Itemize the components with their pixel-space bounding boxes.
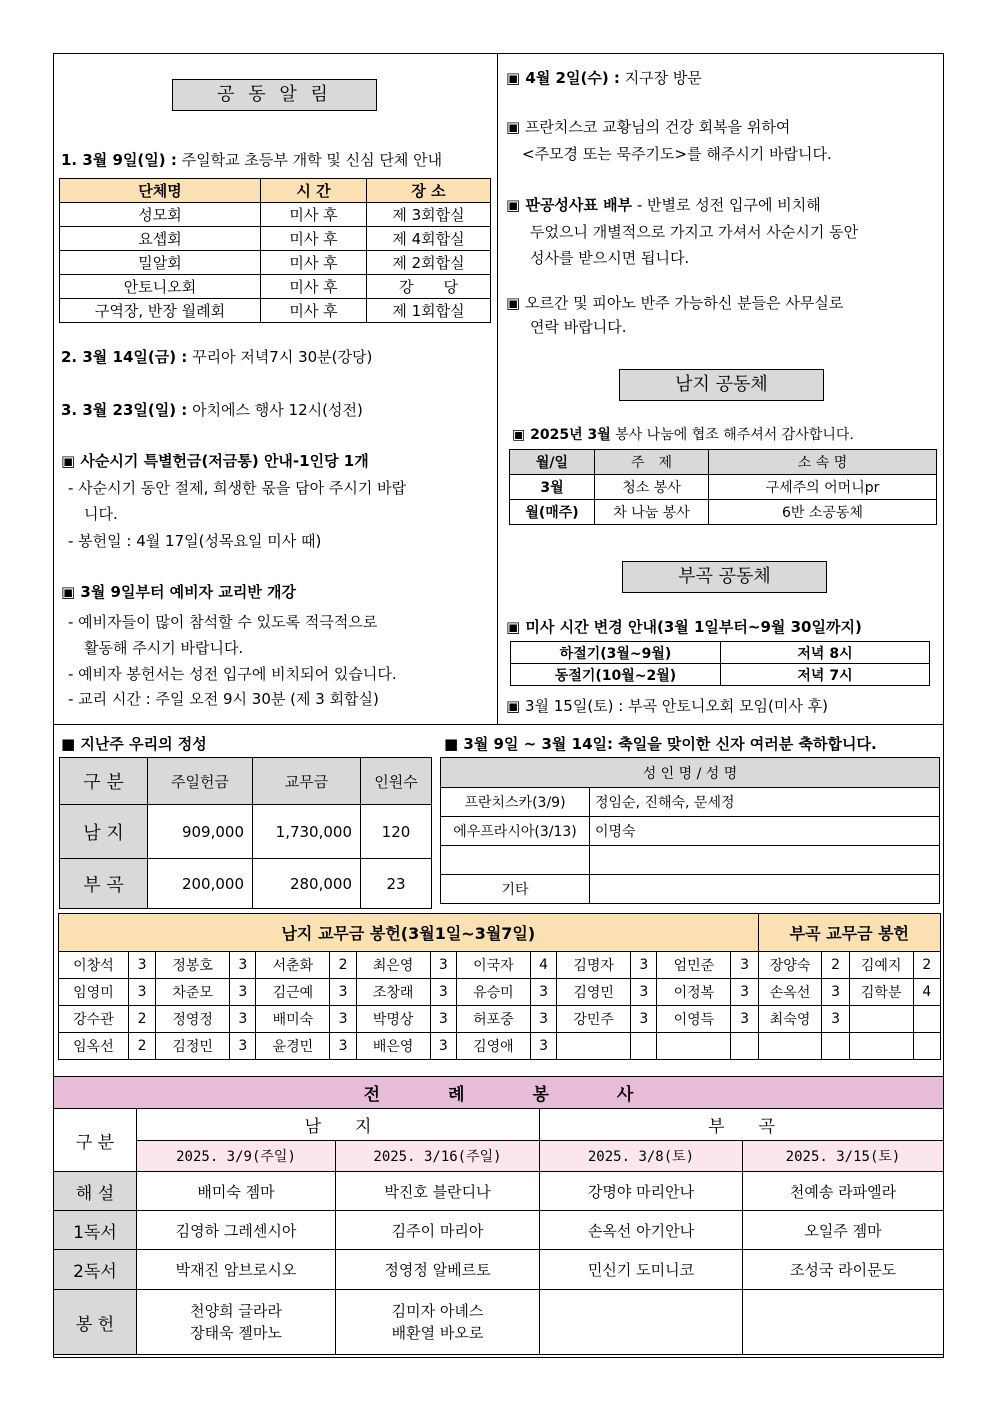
feast-cell (590, 846, 940, 875)
catechumen-line-2: - 예비자 봉헌서는 성전 입구에 비치되어 있습니다. (68, 665, 397, 683)
notice-item-3-text: 아치에스 행사 12시(성전) (192, 401, 363, 419)
liturgy-cell: 천양희 글라라 (190, 1302, 282, 1320)
dues-count-cell: 3 (330, 1006, 356, 1033)
dues-row (59, 1006, 941, 1033)
dues-name-cell: 장양숙 (758, 952, 822, 979)
namji-thanks-text: 봉사 나눔에 협조 해주셔서 감사합니다. (615, 427, 854, 443)
liturgy-table (53, 1076, 944, 1355)
notice-item-3-head: 3. 3월 23일(일) : (61, 401, 188, 419)
catechumen-line-1: - 예비자들이 많이 참석할 수 있도록 적극적으로 (68, 613, 378, 631)
dues-name-cell: 정영정 (156, 1006, 230, 1033)
notice-item-3 (61, 399, 363, 421)
namji-service-table (509, 449, 937, 525)
liturgy-namji: 남 지 (137, 1109, 540, 1141)
namji-community-title: 남지 공동체 (619, 369, 824, 401)
indulgence-line-2: 두었으니 개별적으로 가지고 가셔서 사순시기 동안 (530, 223, 859, 241)
dues-count-cell: 2 (330, 952, 356, 979)
notice-item-1-text: 주일학교 초등부 개학 및 신심 단체 안내 (181, 151, 443, 169)
catechumen-line-1b: 활동해 주시기 바랍니다. (84, 639, 244, 657)
namji-thanks (512, 424, 854, 446)
bugok-mass-head: ▣ 미사 시간 변경 안내(3월 1일부터~9월 30일까지) (506, 618, 862, 636)
feast-cell: 정임순, 진해숙, 문세정 (590, 788, 940, 817)
feast-title: ■ 3월 9일 ~ 3월 14일: 축일을 맞이한 신자 여러분 축하합니다. (444, 735, 877, 753)
dues-name-cell: 손옥선 (758, 979, 822, 1006)
liturgy-date: 2025. 3/8(토) (540, 1141, 743, 1172)
dues-name-cell: 이국자 (456, 952, 530, 979)
feast-cell (590, 875, 940, 904)
dues-count-cell: 3 (822, 1006, 849, 1033)
mass-cell: 동절기(10월~2월) (511, 664, 721, 686)
dues-name-cell: 최은영 (356, 952, 430, 979)
liturgy-row-label: 해 설 (54, 1172, 137, 1211)
dues-count-cell: 3 (530, 1006, 556, 1033)
dues-count-cell: 3 (631, 952, 657, 979)
liturgy-cell: 김미자 아녜스 (391, 1302, 484, 1320)
offering-table (59, 757, 432, 909)
offering-cell: 120 (361, 805, 432, 859)
liturgy-bugok: 부 곡 (540, 1109, 944, 1141)
column-divider (497, 54, 498, 724)
service-cell: 3월 (510, 475, 595, 500)
offering-row-label: 부 곡 (60, 859, 148, 909)
feast-cell: 프란치스카(3/9) (441, 788, 590, 817)
liturgy-cell: 박진호 블란디나 (336, 1172, 540, 1211)
liturgy-row-label: 1독서 (54, 1211, 137, 1250)
notice-item-1-head: 1. 3월 9일(일) : (61, 151, 177, 169)
groups-cell: 안토니오회 (60, 275, 261, 299)
lent-head: ▣ 사순시기 특별헌금(저금통) 안내-1인당 1개 (61, 452, 369, 470)
dues-count-cell: 3 (430, 952, 456, 979)
liturgy-date: 2025. 3/9(주일) (137, 1141, 336, 1172)
organ-line-1: ▣ 오르간 및 피아노 반주 가능하신 분들은 사무실로 (506, 294, 844, 312)
liturgy-cell: 배미숙 젬마 (137, 1172, 336, 1211)
dues-name-cell: 서춘화 (256, 952, 330, 979)
dues-count-cell: 3 (430, 1006, 456, 1033)
common-notice-title: 공 동 알 림 (172, 79, 377, 111)
dues-count-cell: 3 (128, 979, 155, 1006)
offering-cell: 1,730,000 (253, 805, 361, 859)
service-header: 소 속 명 (709, 450, 937, 475)
dues-name-cell: 강민주 (557, 1006, 631, 1033)
dues-count-cell: 4 (913, 979, 940, 1006)
liturgy-cell-empty (743, 1290, 944, 1355)
dues-count-cell: 3 (530, 1033, 556, 1060)
liturgy-cell: 손옥선 아기안나 (540, 1211, 743, 1250)
dues-row (59, 952, 941, 979)
offering-header: 구 분 (60, 758, 148, 805)
feast-cell: 기타 (441, 875, 590, 904)
offering-cell: 200,000 (148, 859, 253, 909)
liturgy-cell: 배환열 바오로 (391, 1324, 484, 1342)
dues-row (59, 979, 941, 1006)
liturgy-cell: 김영하 그레센시아 (137, 1211, 336, 1250)
mass-cell: 저녁 8시 (721, 642, 930, 664)
dues-count-cell: 3 (430, 1033, 456, 1060)
dues-name-cell: 이정복 (657, 979, 731, 1006)
dues-name-cell: 박명상 (356, 1006, 430, 1033)
service-cell: 월(매주) (510, 500, 595, 525)
groups-cell: 제 2회합실 (367, 251, 491, 275)
dues-count-cell: 2 (913, 952, 940, 979)
pope-line-2: <주모경 또는 묵주기도>를 해주시기 바랍니다. (522, 145, 832, 163)
feast-cell: 이명숙 (590, 817, 940, 846)
dues-name-cell: 조창래 (356, 979, 430, 1006)
liturgy-cell: 정영정 알베르토 (336, 1250, 540, 1290)
dues-name-cell: 허포중 (456, 1006, 530, 1033)
dues-count-cell: 3 (631, 1006, 657, 1033)
offering-cell: 909,000 (148, 805, 253, 859)
visit-text: 지구장 방문 (624, 69, 702, 87)
dues-name-cell: 김영애 (456, 1033, 530, 1060)
dues-name-cell: 배은영 (356, 1033, 430, 1060)
dues-count-cell (913, 1006, 940, 1033)
liturgy-cell-empty (540, 1290, 743, 1355)
section-divider (54, 724, 943, 725)
offering-cell: 23 (361, 859, 432, 909)
dues-count-cell: 3 (631, 979, 657, 1006)
dues-name-cell (849, 1006, 913, 1033)
liturgy-cell: 민신기 도미니코 (540, 1250, 743, 1290)
dues-name-cell: 김예지 (849, 952, 913, 979)
dues-count-cell: 3 (330, 979, 356, 1006)
dues-count-cell: 3 (230, 1006, 256, 1033)
offering-header: 인원수 (361, 758, 432, 805)
lent-line-2: - 봉헌일 : 4월 17일(성목요일 미사 때) (68, 532, 322, 550)
liturgy-offertory-namji-2 (336, 1290, 540, 1355)
feast-table (440, 757, 940, 904)
dues-count-cell: 2 (128, 1033, 155, 1060)
dues-namji-title: 남지 교무금 봉헌(3월1일~3월7일) (59, 914, 759, 952)
groups-cell: 미사 후 (261, 251, 367, 275)
liturgy-cell: 조성국 라이문도 (743, 1250, 944, 1290)
liturgy-cell: 오일주 젬마 (743, 1211, 944, 1250)
offering-cell: 280,000 (253, 859, 361, 909)
feast-cell (441, 846, 590, 875)
dues-bugok-title: 부곡 교무금 봉헌 (758, 914, 940, 952)
organ-line-2: 연락 바랍니다. (530, 318, 627, 336)
service-cell: 구세주의 어머니pr (709, 475, 937, 500)
groups-cell: 미사 후 (261, 299, 367, 323)
dues-name-cell: 엄민준 (657, 952, 731, 979)
lent-line-1b: 니다. (84, 505, 118, 523)
mass-cell: 하절기(3월~9월) (511, 642, 721, 664)
catechumen-line-3: - 교리 시간 : 주일 오전 9시 30분 (제 3 회합실) (68, 690, 379, 708)
groups-cell: 미사 후 (261, 275, 367, 299)
liturgy-date: 2025. 3/15(토) (743, 1141, 944, 1172)
liturgy-cell: 강명야 마리안나 (540, 1172, 743, 1211)
service-cell: 청소 봉사 (595, 475, 709, 500)
indulgence-line-1 (506, 194, 821, 216)
groups-cell: 제 3회합실 (367, 203, 491, 227)
liturgy-row-label: 2독서 (54, 1250, 137, 1290)
offering-header: 주일헌금 (148, 758, 253, 805)
dues-name-cell: 배미숙 (256, 1006, 330, 1033)
dues-name-cell: 정봉호 (156, 952, 230, 979)
indulgence-text-1: - 반별로 성전 입구에 비치해 (636, 196, 821, 214)
dues-count-cell: 3 (731, 979, 758, 1006)
groups-cell: 미사 후 (261, 203, 367, 227)
dues-count-cell: 3 (822, 979, 849, 1006)
notice-item-2 (61, 346, 372, 368)
dues-table (58, 913, 941, 1060)
groups-cell: 강 당 (367, 275, 491, 299)
liturgy-date: 2025. 3/16(주일) (336, 1141, 540, 1172)
dues-count-cell: 3 (731, 1006, 758, 1033)
dues-name-cell: 임영미 (59, 979, 129, 1006)
dues-name-cell: 김명자 (557, 952, 631, 979)
dues-name-cell: 김정민 (156, 1033, 230, 1060)
dues-count-cell: 3 (430, 979, 456, 1006)
notice-item-2-text: 꾸리아 저녁7시 30분(강당) (192, 348, 373, 366)
dues-name-cell (758, 1033, 822, 1060)
lent-line-1: - 사순시기 동안 절제, 희생한 몫을 담아 주시기 바랍 (68, 479, 407, 497)
namji-thanks-head: ▣ 2025년 3월 (512, 427, 611, 443)
dues-name-cell (557, 1033, 631, 1060)
dues-name-cell: 유승미 (456, 979, 530, 1006)
liturgy-cell: 장태욱 젤마노 (190, 1324, 282, 1342)
dues-count-cell: 2 (822, 952, 849, 979)
groups-cell: 제 1회합실 (367, 299, 491, 323)
dues-count-cell: 3 (128, 952, 155, 979)
dues-count-cell: 4 (530, 952, 556, 979)
dues-count-cell (822, 1033, 849, 1060)
liturgy-title: 전 례 봉 사 (54, 1077, 944, 1109)
liturgy-row-label: 봉 헌 (54, 1290, 137, 1355)
dues-count-cell (913, 1033, 940, 1060)
catechumen-head: ▣ 3월 9일부터 예비자 교리반 개강 (61, 583, 297, 601)
dues-name-cell: 최숙영 (758, 1006, 822, 1033)
offering-title: ■ 지난주 우리의 정성 (61, 735, 207, 753)
groups-header-place: 장 소 (367, 179, 491, 203)
visit-head: ▣ 4월 2일(수) : (506, 69, 620, 87)
groups-cell: 구역장, 반장 월례회 (60, 299, 261, 323)
dues-name-cell: 차준모 (156, 979, 230, 1006)
dues-name-cell: 이창석 (59, 952, 129, 979)
notice-item-2-head: 2. 3월 14일(금) : (61, 348, 188, 366)
bugok-meeting: ▣ 3월 15일(토) : 부곡 안토니오회 모임(미사 후) (506, 697, 828, 715)
offering-row-label: 남 지 (60, 805, 148, 859)
dues-row (59, 1033, 941, 1060)
dues-count-cell: 3 (230, 979, 256, 1006)
bugok-community-title: 부곡 공동체 (622, 561, 827, 593)
dues-count-cell: 3 (330, 1033, 356, 1060)
dues-count-cell (731, 1033, 758, 1060)
dues-name-cell: 윤경민 (256, 1033, 330, 1060)
dues-name-cell: 임옥선 (59, 1033, 129, 1060)
groups-header-name: 단체명 (60, 179, 261, 203)
liturgy-cell: 김주이 마리아 (336, 1211, 540, 1250)
indulgence-head: ▣ 판공성사표 배부 (506, 196, 633, 214)
dues-name-cell (657, 1033, 731, 1060)
dues-name-cell: 김영민 (557, 979, 631, 1006)
liturgy-gubun: 구 분 (54, 1109, 137, 1172)
groups-cell: 밀알회 (60, 251, 261, 275)
groups-table (59, 178, 491, 323)
groups-cell: 요셉회 (60, 227, 261, 251)
dues-name-cell: 이영득 (657, 1006, 731, 1033)
dues-name-cell (849, 1033, 913, 1060)
pope-line-1: ▣ 프란치스코 교황님의 건강 회복을 위하여 (506, 118, 791, 136)
service-cell: 6반 소공동체 (709, 500, 937, 525)
service-cell: 차 나눔 봉사 (595, 500, 709, 525)
groups-cell: 제 4회합실 (367, 227, 491, 251)
mass-cell: 저녁 7시 (721, 664, 930, 686)
dues-count-cell: 2 (128, 1006, 155, 1033)
feast-cell: 에우프라시아(3/13) (441, 817, 590, 846)
groups-cell: 미사 후 (261, 227, 367, 251)
offering-header: 교무금 (253, 758, 361, 805)
dues-count-cell (631, 1033, 657, 1060)
bugok-mass-table (510, 641, 930, 686)
groups-cell: 성모회 (60, 203, 261, 227)
bulletin-page (53, 53, 944, 1358)
dues-count-cell: 3 (731, 952, 758, 979)
feast-header: 성 인 명 / 성 명 (441, 758, 940, 788)
visit-notice (506, 67, 702, 89)
liturgy-offertory-namji-1 (137, 1290, 336, 1355)
liturgy-cell: 박재진 암브로시오 (137, 1250, 336, 1290)
notice-item-1 (61, 149, 442, 171)
dues-name-cell: 강수관 (59, 1006, 129, 1033)
service-header: 주 제 (595, 450, 709, 475)
liturgy-cell: 천예송 라파엘라 (743, 1172, 944, 1211)
dues-count-cell: 3 (230, 1033, 256, 1060)
indulgence-line-3: 성사를 받으시면 됩니다. (530, 249, 690, 267)
dues-count-cell: 3 (530, 979, 556, 1006)
service-header: 월/일 (510, 450, 595, 475)
dues-name-cell: 김학분 (849, 979, 913, 1006)
dues-count-cell: 3 (230, 952, 256, 979)
groups-header-time: 시 간 (261, 179, 367, 203)
dues-name-cell: 김근예 (256, 979, 330, 1006)
